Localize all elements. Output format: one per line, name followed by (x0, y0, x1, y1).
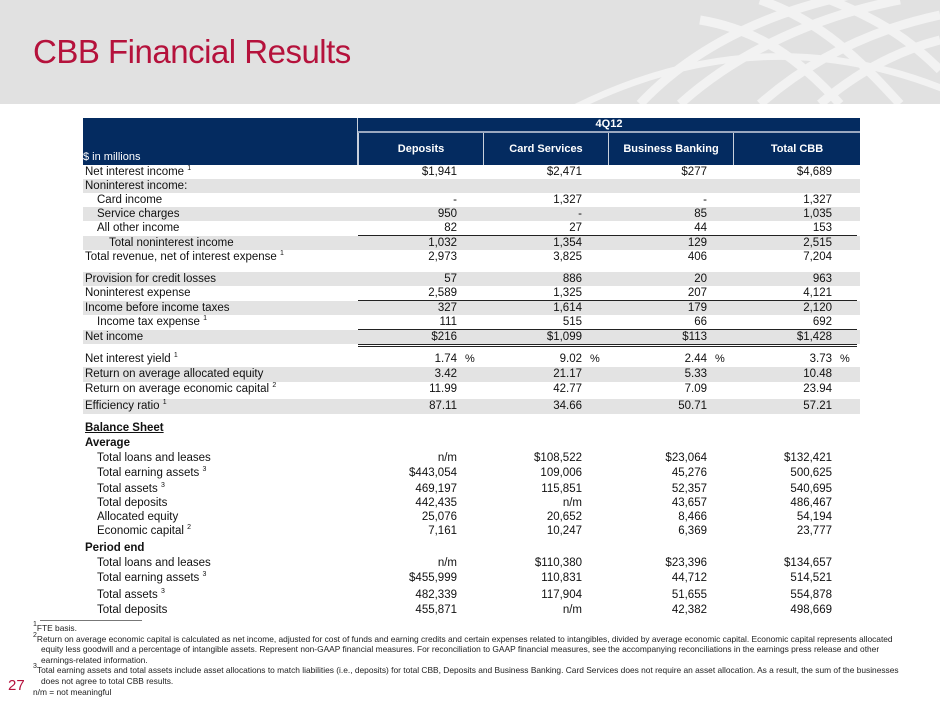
cell-deposits: 1.74 (434, 353, 457, 365)
cell-deposits: 1,032 (428, 237, 457, 249)
cell-deposits: 25,076 (421, 511, 457, 523)
cell-business-banking: 7.09 (684, 383, 707, 395)
cell-business-banking: 8,466 (678, 511, 707, 523)
row-label (109, 236, 234, 251)
row-label (85, 367, 263, 382)
footnote-3: $^3$Total earning assets and total assets include asset allocations to match liabilities (i.e., deposits) for total CBB, Deposits and Business Banking. Card Services does not require an asset allocation. As a result, the sum of the businesses does not agree to total CBB results. (33, 663, 899, 686)
cell-card-services: 110,831 (541, 572, 582, 584)
table-row (83, 207, 860, 221)
cell-deposits: 469,197 (415, 483, 457, 495)
cell-card-services: 117,904 (541, 589, 582, 601)
cell-business-banking: 42,382 (671, 604, 707, 616)
table-row (83, 179, 860, 193)
row-label-text: Return on average economic capital (85, 383, 270, 395)
cell-card-services: 10,247 (546, 525, 582, 537)
cell-total-cbb: 1,035 (803, 208, 832, 220)
cell-business-banking: 43,657 (671, 497, 707, 509)
cell-card-services: 9.02 (559, 353, 582, 365)
table-row (83, 510, 860, 524)
cell-card-services: - (578, 208, 582, 220)
row-label (85, 165, 191, 180)
cell-deposits: 482,339 (415, 589, 457, 601)
table-row (83, 272, 860, 286)
table-row (83, 367, 860, 382)
average-heading-text: Average (85, 437, 130, 449)
row-label (85, 272, 216, 287)
row-label (85, 330, 143, 345)
cell-business-banking: 129 (687, 237, 707, 249)
table-row (83, 496, 860, 510)
cell-card-services: 20,652 (546, 511, 582, 523)
percent-sign: % (465, 353, 475, 365)
cell-card-services: 42.77 (553, 383, 582, 395)
cell-business-banking: 44,712 (671, 572, 707, 584)
cell-total-cbb: 7,204 (803, 251, 832, 263)
page-title: CBB Financial Results (33, 33, 351, 70)
cell-card-services: 109,006 (540, 467, 582, 479)
cell-total-cbb: 57.21 (803, 400, 832, 412)
cell-total-cbb: 500,625 (790, 467, 832, 479)
table-row (83, 221, 860, 235)
cell-deposits: $443,054 (409, 467, 457, 479)
cell-deposits: 57 (444, 273, 457, 285)
footnote-ref: 1 (187, 165, 192, 172)
row-label-text: Return on average allocated equity (85, 368, 264, 380)
cell-total-cbb: 4,121 (803, 287, 832, 299)
row-label-text: All other income (97, 222, 180, 234)
table-row (83, 451, 860, 466)
footnote-ref: 1 (162, 399, 167, 406)
row-label (97, 451, 211, 466)
table-row (83, 330, 860, 344)
row-label (97, 556, 211, 571)
cell-card-services: n/m (562, 497, 582, 509)
column-header-card-services: Card Services (483, 133, 608, 165)
table-row (83, 382, 860, 399)
footnote-ref: 1 (203, 315, 208, 322)
row-label-text: Allocated equity (97, 511, 179, 523)
cell-total-cbb: 514,521 (790, 572, 832, 584)
cell-card-services: 3,825 (553, 251, 582, 263)
row-label (97, 603, 167, 618)
footnote-ref: 2 (272, 382, 277, 389)
row-label-text: Income before income taxes (85, 302, 230, 314)
row-label (97, 193, 162, 208)
cell-card-services: 886 (562, 273, 582, 285)
cell-total-cbb: 2,515 (803, 237, 832, 249)
cell-deposits: 2,973 (428, 251, 457, 263)
cell-total-cbb: $4,689 (796, 166, 832, 178)
table-row (83, 236, 860, 250)
cell-deposits: $1,941 (421, 166, 457, 178)
cell-total-cbb: 486,467 (790, 497, 832, 509)
units-label: $ in millions (83, 151, 141, 163)
cell-business-banking: 51,655 (671, 589, 707, 601)
cell-business-banking: $23,396 (665, 557, 707, 569)
balance-sheet-heading-text: Balance Sheet (85, 422, 164, 434)
row-label-text: Total loans and leases (97, 452, 211, 464)
row-label (97, 315, 207, 330)
row-label (97, 510, 178, 525)
row-label (85, 286, 190, 301)
nm-note: n/m = not meaningful (33, 686, 112, 697)
cell-total-cbb: 692 (812, 316, 832, 328)
row-label (97, 571, 206, 586)
cell-card-services: 27 (569, 222, 582, 234)
footnote-ref: 3 (160, 588, 165, 595)
row-label-text: Total assets (97, 589, 158, 601)
row-label-text: Income tax expense (97, 316, 200, 328)
row-label-text: Noninterest expense (85, 287, 191, 299)
table-row (83, 603, 860, 617)
percent-sign: % (840, 353, 850, 365)
cell-business-banking: 50.71 (678, 400, 707, 412)
period-label: 4Q12 (595, 118, 623, 130)
balance-sheet-heading (83, 421, 860, 436)
row-label-text: Card income (97, 194, 163, 206)
cell-business-banking: 207 (687, 287, 707, 299)
row-label (97, 588, 165, 603)
cell-card-services: 1,325 (553, 287, 582, 299)
footnote-ref: 1 (280, 250, 284, 257)
cell-deposits: 3.42 (434, 368, 457, 380)
cell-deposits: 455,871 (415, 604, 457, 616)
period-end-heading-text: Period end (85, 542, 145, 554)
cell-total-cbb: 23,777 (796, 525, 832, 537)
cell-total-cbb: 554,878 (790, 589, 832, 601)
cell-total-cbb: $1,428 (796, 331, 832, 343)
table-row (83, 286, 860, 300)
row-label-text: Provision for credit losses (85, 273, 217, 285)
cell-business-banking: 5.33 (684, 368, 707, 380)
row-label-text: Economic capital (97, 525, 184, 537)
cell-total-cbb: 153 (812, 222, 832, 234)
cell-business-banking: 66 (694, 316, 707, 328)
cell-deposits: n/m (437, 452, 457, 464)
cell-total-cbb: 3.73 (809, 353, 832, 365)
row-label-text: Total assets (97, 483, 158, 495)
cell-deposits: 7,161 (428, 525, 457, 537)
cell-business-banking: $113 (682, 331, 707, 343)
cell-total-cbb: 54,194 (796, 511, 832, 523)
cell-card-services: 115,851 (541, 483, 582, 495)
percent-sign: % (590, 353, 600, 365)
table-row (83, 250, 860, 267)
footnotes (33, 623, 913, 697)
cell-deposits: $455,999 (409, 572, 457, 584)
cell-card-services: 34.66 (553, 400, 582, 412)
footnote-ref: 3 (202, 571, 207, 578)
table-row (83, 466, 860, 482)
row-label (97, 482, 165, 497)
cell-total-cbb: $132,421 (784, 452, 832, 464)
cell-card-services: $108,522 (534, 452, 582, 464)
row-label (97, 466, 206, 481)
cell-total-cbb: 23.94 (803, 383, 832, 395)
footnote-ref: 2 (187, 524, 192, 531)
footnote-1: $^1$FTE basis. (33, 621, 77, 633)
cell-total-cbb: $134,657 (784, 557, 832, 569)
row-label (85, 250, 284, 265)
cell-card-services: 1,614 (553, 302, 582, 314)
cell-total-cbb: 2,120 (803, 302, 832, 314)
row-label-text: Total deposits (97, 497, 168, 509)
footnote-ref: 3 (202, 466, 207, 473)
cell-business-banking: 2.44 (684, 353, 707, 365)
cell-deposits: $216 (431, 331, 457, 343)
cell-total-cbb: 498,669 (790, 604, 832, 616)
cell-total-cbb: 10.48 (803, 368, 832, 380)
period-end-heading (83, 541, 860, 556)
row-label (97, 524, 191, 539)
table-row (83, 352, 860, 367)
cell-deposits: 2,589 (428, 287, 457, 299)
table-row (83, 193, 860, 207)
row-label-text: Total loans and leases (97, 557, 211, 569)
cell-deposits: n/m (437, 557, 457, 569)
footnote-ref: 1 (173, 352, 178, 359)
row-label (85, 352, 178, 367)
cell-card-services: $2,471 (546, 166, 582, 178)
cell-card-services: 515 (562, 316, 582, 328)
cell-total-cbb: 540,695 (790, 483, 832, 495)
cell-total-cbb: 963 (812, 273, 832, 285)
row-label (97, 207, 179, 222)
cell-card-services: 1,354 (553, 237, 582, 249)
cell-deposits: 327 (437, 302, 457, 314)
row-label (85, 301, 229, 316)
row-label (85, 382, 276, 397)
row-label-text: Total earning assets (97, 572, 200, 584)
cell-deposits: 950 (437, 208, 457, 220)
column-header-total-cbb: Total CBB (733, 133, 860, 165)
footnote-2: $^2$Return on average economic capital is calculated as net income, adjusted for cost of funds and earning credits and certain expenses related to intangibles, divided by average economic capital. Economic capital represents allocated equity less goodwill and a percentage of intangible assets. Represent non-GAAP financial measures. For reconciliation to GAAP financial measures, see the accompanying reconciliations in the earnings press release and other earnings-related information. (33, 631, 893, 665)
cell-business-banking: 406 (687, 251, 707, 263)
table-row (83, 571, 860, 588)
table-row (83, 482, 860, 496)
cell-business-banking: 45,276 (671, 467, 707, 479)
table-row (83, 399, 860, 414)
row-label-text: Net interest yield (85, 353, 171, 365)
table-row (83, 588, 860, 603)
cell-card-services: 1,327 (553, 194, 582, 206)
row-label-text: Efficiency ratio (85, 400, 160, 412)
cell-business-banking: $23,064 (665, 452, 707, 464)
row-label-text: Net income (85, 331, 144, 343)
row-label (85, 179, 187, 194)
table-row (83, 556, 860, 571)
footnote-rule (40, 620, 142, 621)
page-number: 27 (8, 677, 25, 694)
percent-sign: % (715, 353, 725, 365)
cell-card-services: n/m (562, 604, 582, 616)
row-label-text: Total earning assets (97, 467, 200, 479)
row-label-text: Service charges (97, 208, 180, 220)
cell-card-services: $1,099 (546, 331, 582, 343)
cell-business-banking: 6,369 (678, 525, 707, 537)
title-banner (0, 0, 940, 104)
row-label-text: Total deposits (97, 604, 168, 616)
cell-business-banking: 179 (687, 302, 707, 314)
cell-business-banking: 85 (694, 208, 707, 220)
cell-deposits: 111 (439, 316, 457, 328)
cell-business-banking: 52,357 (671, 483, 707, 495)
column-header-business-banking: Business Banking (608, 133, 733, 165)
average-heading (83, 436, 860, 451)
cell-deposits: - (453, 194, 457, 206)
row-label-text: Noninterest income: (85, 180, 188, 192)
cell-business-banking: 20 (694, 273, 707, 285)
table-row (83, 301, 860, 315)
double-rule (358, 344, 857, 347)
cell-total-cbb: 1,327 (803, 194, 832, 206)
cell-deposits: 11.99 (429, 383, 457, 395)
cell-deposits: 82 (444, 222, 457, 234)
cell-card-services: 21.17 (553, 368, 582, 380)
row-label-text: Total revenue, net of interest expense (85, 251, 277, 263)
table-row (83, 524, 860, 539)
cell-business-banking: - (703, 194, 707, 206)
row-label-text: Total noninterest income (109, 237, 234, 249)
table-header (83, 118, 860, 165)
table-row (83, 315, 860, 329)
row-label (97, 221, 179, 236)
cell-deposits: 87.11 (429, 400, 457, 412)
row-label (97, 496, 167, 511)
footnote-ref: 3 (160, 482, 165, 489)
financial-table (83, 118, 860, 617)
cell-business-banking: 44 (694, 222, 707, 234)
cell-deposits: 442,435 (415, 497, 457, 509)
cell-business-banking: $277 (681, 166, 707, 178)
column-header-deposits: Deposits (358, 133, 483, 165)
row-label (85, 399, 167, 414)
table-row (83, 165, 860, 179)
row-label-text: Net interest income (85, 166, 185, 178)
table-body (83, 165, 860, 617)
spacer (83, 414, 860, 421)
cell-card-services: $110,380 (534, 557, 582, 569)
